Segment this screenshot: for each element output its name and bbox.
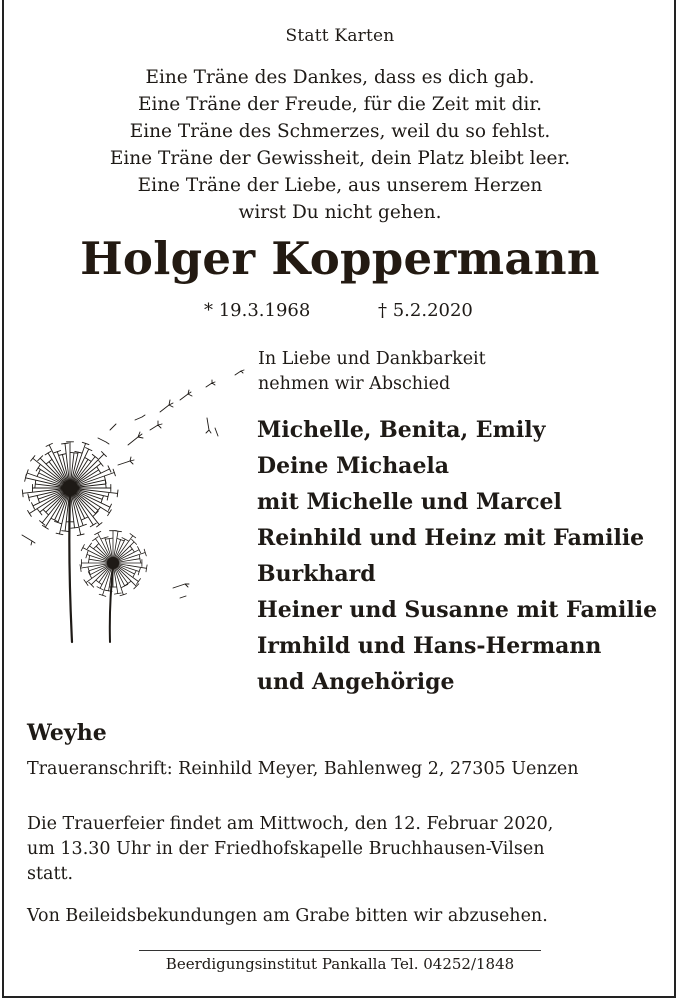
poem-line: Eine Träne der Freude, für die Zeit mit dir.	[137, 94, 543, 115]
intro-line: nehmen wir Abschied	[258, 374, 451, 394]
service-info	[27, 812, 667, 887]
funeral-home-footer: Beerdigungsinstitut Pankalla Tel. 04252/1848	[165, 955, 515, 973]
death-date: † 5.2.2020	[378, 300, 473, 321]
poem-line: Eine Träne des Dankes, dass es dich gab.	[145, 67, 535, 88]
mourner-line: Heiner und Susanne mit Familie	[257, 597, 658, 623]
intro-text	[258, 347, 486, 397]
header-statt-karten: Statt Karten	[285, 26, 395, 46]
poem	[0, 64, 680, 226]
mourner-line: Burkhard	[257, 561, 376, 587]
service-line: statt.	[27, 864, 74, 884]
mourner-line: Michelle, Benita, Emily	[257, 417, 546, 443]
service-line: um 13.30 Uhr in der Friedhofskapelle Bruchhausen-Vilsen	[27, 839, 545, 859]
poem-line: Eine Träne der Liebe, aus unserem Herzen	[137, 175, 543, 196]
condolence-note: Von Beileidsbekundungen am Grabe bitten wir abzusehen.	[27, 906, 548, 926]
mourning-address: Traueranschrift: Reinhild Meyer, Bahlenweg 2, 27305 Uenzen	[27, 759, 579, 779]
poem-line: Eine Träne der Gewissheit, dein Platz bleibt leer.	[109, 148, 571, 169]
deceased-name: Holger Koppermann	[80, 232, 600, 285]
service-line: Die Trauerfeier findet am Mittwoch, den 12. Februar 2020,	[27, 814, 554, 834]
mourner-line: mit Michelle und Marcel	[257, 489, 562, 515]
divider	[139, 950, 541, 951]
dandelion-illustration	[10, 360, 255, 660]
poem-line: wirst Du nicht gehen.	[238, 202, 442, 223]
mourner-line: und Angehörige	[257, 669, 455, 695]
mourner-line: Reinhild und Heinz mit Familie	[257, 525, 645, 551]
poem-line: Eine Träne des Schmerzes, weil du so fehlst.	[129, 121, 551, 142]
mourner-line: Irmhild und Hans-Hermann	[257, 633, 602, 659]
place-name: Weyhe	[27, 720, 107, 746]
intro-line: In Liebe und Dankbarkeit	[258, 349, 486, 369]
birth-date: * 19.3.1968	[204, 300, 311, 321]
mourner-line: Deine Michaela	[257, 453, 450, 479]
mourners-list	[257, 412, 657, 700]
